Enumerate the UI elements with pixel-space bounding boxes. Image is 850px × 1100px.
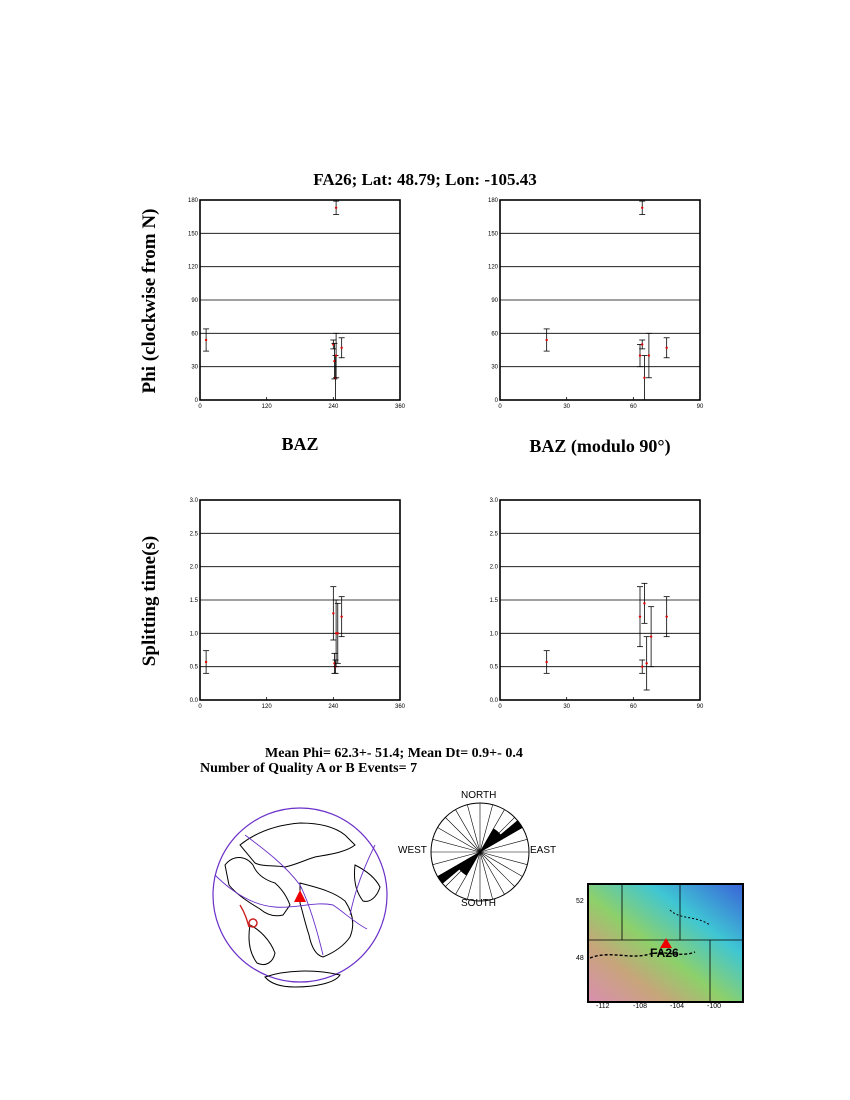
chart-dt-bazmod xyxy=(480,490,720,715)
data-point xyxy=(650,635,652,637)
y-tick-label: 90 xyxy=(191,298,198,304)
y-tick-label: 1.5 xyxy=(489,598,498,604)
x-tick-label: 0 xyxy=(198,404,202,410)
data-point xyxy=(643,377,645,379)
y-tick-label: 0.0 xyxy=(189,698,198,704)
dt-axis-label: Splitting time(s) xyxy=(139,535,160,667)
rose-petal xyxy=(438,852,480,883)
y-tick-label: 2.0 xyxy=(189,564,198,571)
y-tick-label: 2.5 xyxy=(489,531,498,538)
y-tick-label: 1.0 xyxy=(189,631,198,638)
x-tick-label: 360 xyxy=(394,404,406,410)
map-xtick-100: -100 xyxy=(707,1003,722,1010)
data-point xyxy=(340,347,342,349)
data-point xyxy=(205,339,207,341)
y-tick-label: 60 xyxy=(491,331,498,338)
map-ytick-48: 48 xyxy=(576,955,584,962)
x-tick-label: 120 xyxy=(261,404,272,410)
data-point xyxy=(641,207,643,209)
baz-mod-label: BAZ (modulo 90°) xyxy=(529,436,671,456)
rose-north-label: NORTH xyxy=(461,790,497,801)
phi-axis-label: Phi (clockwise from N) xyxy=(139,208,160,394)
rose-petal xyxy=(480,821,522,852)
y-tick-label: 1.0 xyxy=(489,631,498,638)
x-tick-label: 360 xyxy=(394,704,406,710)
station-label: FA26 xyxy=(650,946,679,960)
rose-east-label: EAST xyxy=(530,845,557,856)
y-tick-label: 30 xyxy=(491,364,498,371)
y-tick-label: 120 xyxy=(187,264,198,271)
data-point xyxy=(645,662,647,664)
rose-spoke xyxy=(433,839,480,852)
rose-south-label: SOUTH xyxy=(461,898,496,909)
data-point xyxy=(639,615,641,617)
x-tick-label: 30 xyxy=(563,404,571,410)
rose-spoke xyxy=(480,852,527,865)
x-tick-label: 30 xyxy=(563,704,571,710)
data-point xyxy=(335,207,337,209)
x-tick-label: 90 xyxy=(696,404,704,410)
map-xtick-112: -112 xyxy=(596,1003,610,1010)
x-tick-label: 60 xyxy=(629,704,637,710)
rose-spoke xyxy=(480,852,493,899)
y-tick-label: 2.5 xyxy=(189,531,198,538)
y-tick-label: 2.0 xyxy=(489,564,498,571)
map-xtick-108: -108 xyxy=(633,1003,648,1010)
data-point xyxy=(340,615,342,617)
y-tick-label: 30 xyxy=(191,364,198,371)
data-point xyxy=(639,354,641,356)
y-tick-label: 90 xyxy=(491,298,498,304)
data-point xyxy=(332,612,334,614)
station-map xyxy=(570,880,750,1010)
x-tick-label: 240 xyxy=(328,704,339,710)
map-xtick-104: -104 xyxy=(670,1003,685,1010)
events-count: Number of Quality A or B Events= 7 xyxy=(200,761,418,776)
data-point xyxy=(643,602,645,604)
chart-phi-bazmod xyxy=(480,190,720,415)
x-tick-label: 90 xyxy=(696,704,704,710)
x-tick-label: 240 xyxy=(328,404,339,410)
y-tick-label: 0 xyxy=(494,398,498,404)
y-tick-label: 120 xyxy=(487,264,498,271)
y-tick-label: 180 xyxy=(187,198,198,204)
x-tick-label: 60 xyxy=(629,404,637,410)
data-point xyxy=(641,665,643,667)
rose-diagram xyxy=(428,800,532,904)
mean-stats: Mean Phi= 62.3+- 51.4; Mean Dt= 0.9+- 0.4 xyxy=(265,746,523,761)
y-tick-label: 3.0 xyxy=(189,498,198,504)
x-tick-label: 0 xyxy=(198,704,202,710)
y-tick-label: 0.5 xyxy=(189,664,198,671)
y-tick-label: 60 xyxy=(191,331,198,338)
data-point xyxy=(335,354,337,356)
page-title: FA26; Lat: 48.79; Lon: -105.43 xyxy=(313,170,537,189)
chart-dt-baz xyxy=(180,490,420,715)
data-point xyxy=(641,343,643,345)
x-tick-label: 0 xyxy=(498,704,502,710)
y-tick-label: 0.5 xyxy=(489,664,498,671)
data-point xyxy=(545,339,547,341)
y-tick-label: 0.0 xyxy=(489,698,498,704)
data-point xyxy=(648,354,650,356)
rose-west-label: WEST xyxy=(398,845,427,856)
y-tick-label: 3.0 xyxy=(489,498,498,504)
map-ytick-52: 52 xyxy=(576,898,584,905)
y-tick-label: 0 xyxy=(194,398,198,404)
data-point xyxy=(205,661,207,663)
y-tick-label: 1.5 xyxy=(189,598,198,604)
globe-map xyxy=(205,805,395,995)
y-tick-label: 180 xyxy=(487,198,498,204)
data-point xyxy=(665,615,667,617)
x-tick-label: 120 xyxy=(261,704,272,710)
rose-spoke xyxy=(467,805,480,852)
data-point xyxy=(337,632,339,634)
data-point xyxy=(665,347,667,349)
x-tick-label: 0 xyxy=(498,404,502,410)
baz-label: BAZ xyxy=(281,434,319,454)
y-tick-label: 150 xyxy=(487,231,498,238)
data-point xyxy=(545,661,547,663)
chart-phi-baz xyxy=(180,190,420,415)
y-tick-label: 150 xyxy=(187,231,198,238)
